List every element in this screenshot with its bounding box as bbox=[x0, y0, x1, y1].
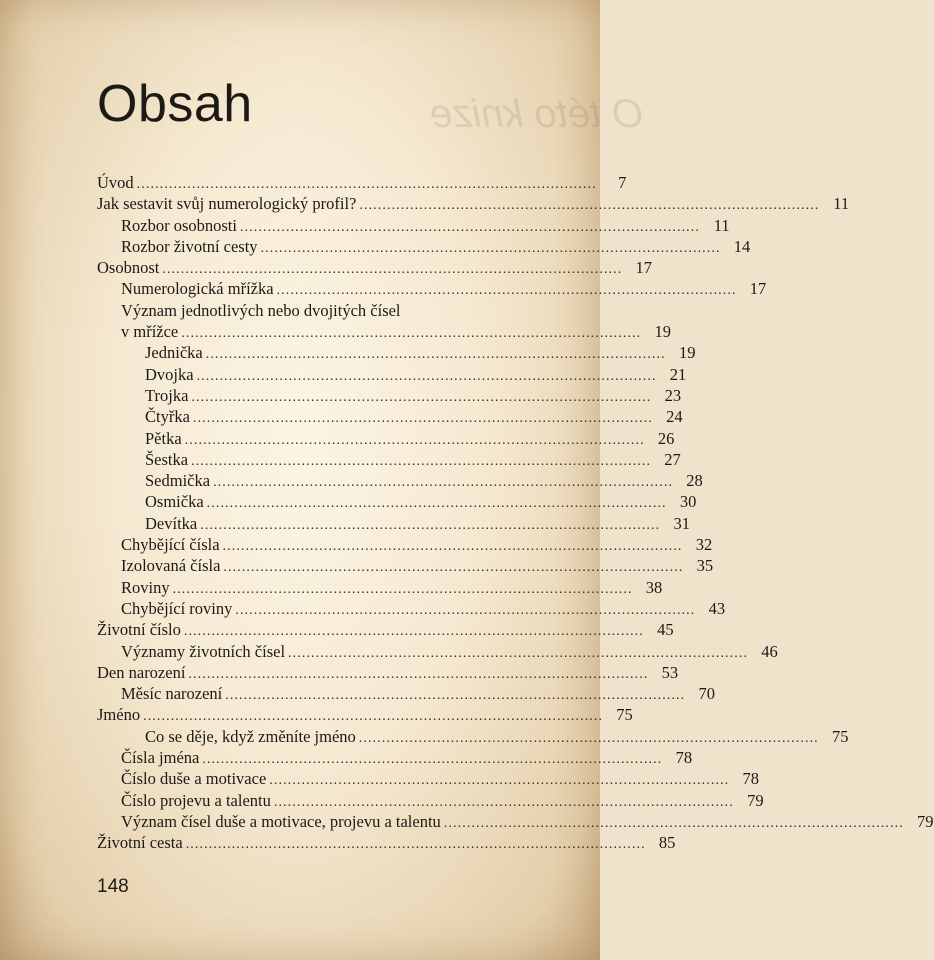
toc-entry-label: Šestka bbox=[145, 449, 189, 469]
toc-entry-page: 43 bbox=[708, 598, 726, 618]
toc-entry bbox=[97, 534, 713, 555]
dot-leader bbox=[277, 280, 735, 301]
dot-leader bbox=[213, 472, 671, 493]
toc-entry-page: 78 bbox=[675, 748, 693, 768]
toc-entry bbox=[97, 470, 703, 491]
toc-entry bbox=[97, 790, 764, 811]
toc-entry bbox=[97, 321, 671, 342]
toc-entry bbox=[97, 619, 674, 640]
toc-entry-page: 30 bbox=[679, 492, 697, 512]
toc-entry-page: 38 bbox=[645, 577, 663, 597]
dot-leader bbox=[188, 664, 646, 685]
toc-entry-label: Jméno bbox=[97, 705, 141, 725]
toc-entry-page: 46 bbox=[761, 641, 778, 661]
toc-entry bbox=[97, 491, 697, 512]
dot-leader bbox=[184, 621, 642, 642]
toc-entry-page: 75 bbox=[616, 705, 633, 725]
dot-leader bbox=[359, 728, 817, 749]
dot-leader bbox=[206, 344, 664, 365]
toc-entry-label: Měsíc narození bbox=[121, 684, 223, 704]
toc-entry bbox=[97, 513, 690, 534]
toc-entry-label: Významy životních čísel bbox=[121, 641, 286, 661]
dot-leader bbox=[240, 217, 698, 238]
toc-entry-label: Sedmička bbox=[145, 471, 211, 491]
toc-entry-page: 70 bbox=[698, 684, 715, 704]
toc-entry bbox=[97, 257, 653, 278]
toc-entry-page: 78 bbox=[742, 769, 759, 789]
toc-entry-page: 26 bbox=[657, 428, 675, 448]
toc-entry-page: 24 bbox=[666, 407, 683, 427]
dot-leader bbox=[288, 643, 746, 664]
toc-entry-page: 19 bbox=[654, 322, 671, 342]
toc-entry-label: Den narození bbox=[97, 662, 186, 682]
dot-leader bbox=[173, 579, 631, 600]
toc-entry-page: 31 bbox=[673, 513, 690, 533]
dot-leader bbox=[225, 685, 683, 706]
toc-entry-label: v mřížce bbox=[121, 322, 179, 342]
toc-entry-label: Co se děje, když změníte jméno bbox=[145, 726, 356, 746]
toc-entry bbox=[97, 768, 759, 789]
toc-entry-label: Čísla jména bbox=[121, 748, 200, 768]
toc-entry-page: 75 bbox=[831, 726, 849, 746]
toc-entry-label: Význam čísel duše a motivace, projevu a talentu bbox=[121, 811, 441, 831]
toc-entry-label: Izolovaná čísla bbox=[121, 556, 221, 576]
toc-entry-label: Devítka bbox=[145, 513, 198, 533]
toc-entry-label: Jednička bbox=[145, 343, 203, 363]
toc-entry-label: Pětka bbox=[145, 428, 182, 448]
toc-entry bbox=[97, 236, 751, 257]
toc-entry-label: Dvojka bbox=[145, 364, 194, 384]
toc-entry-page: 11 bbox=[833, 194, 850, 214]
toc-entry-page: 79 bbox=[747, 790, 764, 810]
dot-leader bbox=[207, 493, 665, 514]
toc-entry bbox=[97, 300, 553, 321]
toc-entry-label: Osmička bbox=[145, 492, 204, 512]
page-title: Obsah bbox=[97, 75, 253, 133]
table-of-contents bbox=[97, 172, 934, 854]
toc-entry bbox=[97, 385, 682, 406]
toc-entry bbox=[97, 811, 934, 832]
dot-leader bbox=[181, 323, 639, 344]
toc-entry-label: Trojka bbox=[145, 385, 189, 405]
toc-entry-page: 28 bbox=[686, 471, 703, 491]
dot-leader bbox=[137, 174, 595, 195]
toc-entry bbox=[97, 364, 687, 385]
toc-entry bbox=[97, 641, 778, 662]
dot-leader bbox=[269, 770, 727, 791]
dot-leader bbox=[197, 366, 655, 387]
dot-leader bbox=[191, 387, 649, 408]
dot-leader bbox=[162, 259, 620, 280]
dot-leader bbox=[223, 557, 681, 578]
dot-leader bbox=[261, 238, 719, 259]
dot-leader bbox=[223, 536, 681, 557]
toc-entry-label: Chybějící roviny bbox=[121, 598, 233, 618]
toc-entry bbox=[97, 747, 693, 768]
toc-entry-page: 19 bbox=[678, 343, 696, 363]
toc-entry-label: Číslo projevu a talentu bbox=[121, 790, 271, 810]
toc-entry-page: 27 bbox=[664, 449, 681, 469]
toc-entry-page: 17 bbox=[635, 258, 653, 278]
toc-entry-page: 17 bbox=[749, 279, 767, 299]
toc-entry bbox=[97, 406, 683, 427]
toc-entry bbox=[97, 278, 767, 299]
page-number: 148 bbox=[97, 876, 129, 897]
dot-leader bbox=[185, 430, 643, 451]
toc-entry-page: 7 bbox=[618, 173, 627, 192]
dot-leader bbox=[200, 515, 658, 536]
toc-entry-label: Význam jednotlivých nebo dvojitých čísel bbox=[121, 300, 401, 320]
toc-entry-page: 35 bbox=[696, 556, 714, 576]
dot-leader bbox=[143, 706, 601, 727]
toc-entry bbox=[97, 193, 850, 214]
toc-entry-label: Chybějící čísla bbox=[121, 535, 220, 555]
dot-leader bbox=[186, 834, 644, 855]
toc-entry bbox=[97, 662, 679, 683]
toc-entry bbox=[97, 342, 696, 363]
toc-entry-page: 53 bbox=[661, 662, 679, 682]
toc-entry-label: Jak sestavit svůj numerologický profil? bbox=[97, 194, 357, 214]
toc-entry-label: Rozbor osobnosti bbox=[121, 215, 237, 235]
dot-leader bbox=[202, 749, 660, 770]
toc-entry bbox=[97, 555, 714, 576]
dot-leader bbox=[359, 195, 817, 216]
toc-entry-label: Životní číslo bbox=[97, 620, 181, 640]
toc-entry bbox=[97, 726, 849, 747]
dot-leader bbox=[191, 451, 649, 472]
dot-leader bbox=[193, 408, 651, 429]
toc-entry bbox=[97, 704, 633, 725]
toc-entry-label: Číslo duše a motivace bbox=[121, 769, 267, 789]
toc-entry-label: Rozbor životní cesty bbox=[121, 236, 258, 256]
toc-entry-page: 79 bbox=[917, 811, 934, 831]
toc-entry-page: 23 bbox=[664, 385, 682, 405]
toc-entry bbox=[97, 172, 627, 193]
toc-entry bbox=[97, 449, 681, 470]
toc-entry bbox=[97, 215, 730, 236]
toc-entry-page: 32 bbox=[695, 535, 713, 555]
toc-entry-label: Roviny bbox=[121, 577, 170, 597]
toc-entry-page: 11 bbox=[713, 215, 730, 235]
toc-entry bbox=[97, 598, 726, 619]
dot-leader bbox=[274, 792, 732, 813]
bleed-through-text: O této knize bbox=[430, 92, 644, 136]
toc-entry-page: 45 bbox=[657, 620, 674, 640]
toc-entry bbox=[97, 832, 676, 853]
toc-entry bbox=[97, 577, 663, 598]
toc-entry bbox=[97, 428, 675, 449]
toc-entry bbox=[97, 683, 715, 704]
toc-entry-page: 21 bbox=[669, 364, 687, 384]
toc-entry-label: Osobnost bbox=[97, 258, 160, 278]
dot-leader bbox=[444, 813, 902, 834]
toc-entry-page: 14 bbox=[733, 236, 751, 256]
toc-entry-label: Úvod bbox=[97, 173, 134, 192]
toc-entry-label: Životní cesta bbox=[97, 833, 183, 853]
toc-entry-label: Čtyřka bbox=[145, 407, 190, 427]
dot-leader bbox=[235, 600, 693, 621]
toc-entry-label: Numerologická mřížka bbox=[121, 279, 274, 299]
toc-entry-page: 85 bbox=[658, 833, 676, 853]
